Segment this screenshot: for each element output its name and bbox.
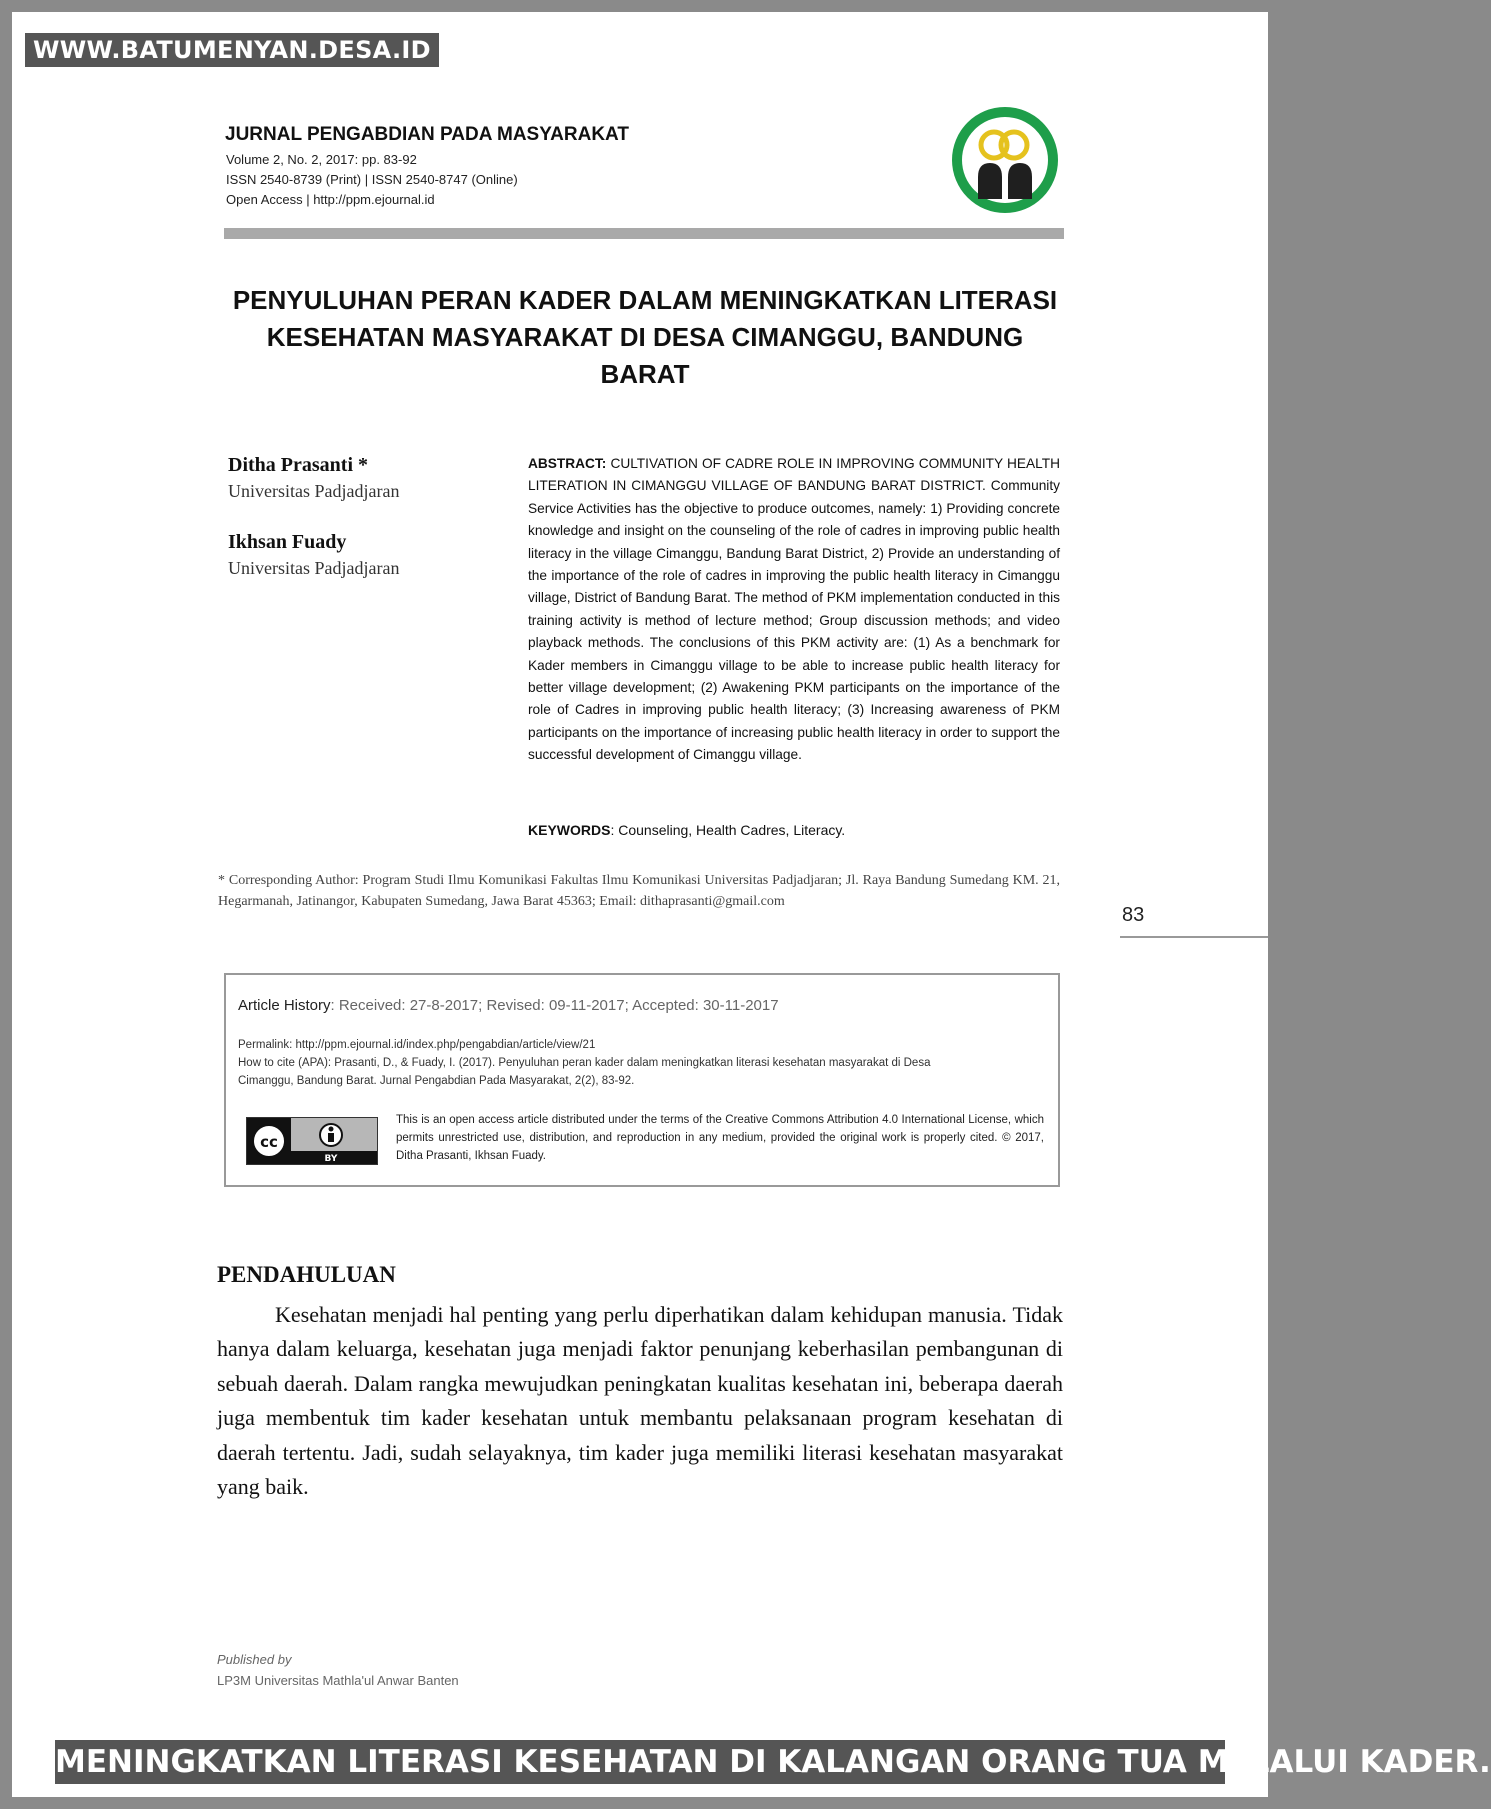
author-affiliation-2: Universitas Padjadjaran bbox=[228, 558, 400, 578]
history-line bbox=[238, 997, 779, 1014]
keywords-label: KEYWORDS bbox=[528, 822, 611, 838]
abstract-label: ABSTRACT: bbox=[528, 456, 607, 471]
image-caption-banner: MENINGKATKAN LITERASI KESEHATAN DI KALANGAN ORANG TUA MELALUI KADER. bbox=[55, 1740, 1225, 1784]
history-label: Article History bbox=[238, 997, 331, 1014]
published-by-label: Published by bbox=[217, 1652, 292, 1667]
article-title: PENYULUHAN PERAN KADER DALAM MENINGKATKAN LITERASI KESEHATAN MASYARAKAT DI DESA CIMANGGU, BANDUNG BARAT bbox=[232, 285, 1058, 389]
abstract bbox=[528, 453, 1060, 767]
history-dates: : Received: 27-8-2017; Revised: 09-11-2017; Accepted: 30-11-2017 bbox=[330, 997, 779, 1014]
journal-issn: ISSN 2540-8739 (Print) | ISSN 2540-8747 (Online) bbox=[226, 172, 518, 187]
cc-by-license-icon bbox=[246, 1117, 378, 1165]
journal-name: JURNAL PENGABDIAN PADA MASYARAKAT bbox=[225, 124, 629, 145]
page-number-rule bbox=[1120, 936, 1268, 938]
journal-volume: Volume 2, No. 2, 2017: pp. 83-92 bbox=[226, 152, 417, 167]
author-name-1: Ditha Prasanti * bbox=[228, 454, 368, 476]
cc-label: cc bbox=[260, 1133, 278, 1151]
by-label: BY bbox=[324, 1154, 338, 1164]
corresponding-author-note: * Corresponding Author: Program Studi Ilmu Komunikasi Fakultas Ilmu Komunikasi Universitas Padjadjaran; Jl. Raya Bandung Sumedang KM. 21, Hegarmanah, Jatinangor, Kabupaten Sumedang, Jawa Barat 45363; Email: dithaprasanti@gmail.com bbox=[218, 873, 1060, 909]
header-rule bbox=[224, 228, 1064, 239]
introduction-paragraph: Kesehatan menjadi hal penting yang perlu diperhatikan dalam kehidupan manusia. Tidak hanya dalam keluarga, kesehatan juga menjadi faktor penunjang keberhasilan pembangunan di sebuah daerah. Dalam rangka mewujudkan peningkatan kualitas kesehatan ini, beberapa daerah juga membentuk tim kader kesehatan untuk membantu pelaksanaan program kesehatan di daerah tertentu. Jadi, sudah selayaknya, tim kader juga memiliki literasi kesehatan masyarakat yang baik. bbox=[217, 1302, 1063, 1500]
section-heading: PENDAHULUAN bbox=[217, 1262, 396, 1287]
keywords-text: : Counseling, Health Cadres, Literacy. bbox=[610, 822, 846, 838]
license-text: This is an open access article distributed under the terms of the Creative Commons Attribution 4.0 International License, which permits unrestricted use, distribution, and reproduction in any medium, provided the original work is properly cited. © 2017, Ditha Prasanti, Ikhsan Fuady. bbox=[396, 1114, 1044, 1162]
site-watermark: WWW.BATUMENYAN.DESA.ID bbox=[25, 33, 439, 67]
abstract-text: CULTIVATION OF CADRE ROLE IN IMPROVING COMMUNITY HEALTH LITERATION IN CIMANGGU VILLAGE OF BANDUNG BARAT DISTRICT. Community Service Activities has the objective to produce outcomes, namely: 1) Providing concrete knowledge and insight on the counseling of the role of cadres in improving public health literacy in the village Cimanggu, Bandung Barat District, 2) Provide an understanding of the importance of the role of cadres in improving the public health literacy in Cimanggu village, District of Bandung Barat. The method of PKM implementation conducted in this training activity is method of lecture method; Group discussion methods; and video playback methods. The conclusions of this PKM activity are: (1) As a benchmark for Kader members in Cimanggu village to be able to increase public health literacy for better village development; (2) Awakening PKM participants on the importance of the role of Cadres in improving public health literacy; (3) Increasing awareness of PKM participants on the importance of increasing public health literacy in order to support the successful development of Cimanggu village. bbox=[528, 456, 1060, 763]
article-history-box bbox=[224, 973, 1060, 1187]
citation-line-1: How to cite (APA): Prasanti, D., & Fuady, I. (2017). Penyuluhan peran kader dalam meningkatkan literasi kesehatan masyarakat di Desa bbox=[238, 1057, 931, 1069]
author-affiliation-1: Universitas Padjadjaran bbox=[228, 481, 400, 501]
author-name-2: Ikhsan Fuady bbox=[228, 531, 347, 553]
journal-access: Open Access | http://ppm.ejournal.id bbox=[226, 192, 435, 207]
page-number: 83 bbox=[1122, 904, 1145, 926]
journal-logo-icon bbox=[950, 105, 1060, 215]
keywords bbox=[528, 822, 845, 838]
permalink[interactable]: Permalink: http://ppm.ejournal.id/index.php/pengabdian/article/view/21 bbox=[238, 1039, 596, 1051]
publisher-name: LP3M Universitas Mathla'ul Anwar Banten bbox=[217, 1673, 459, 1688]
citation-line-2: Cimanggu, Bandung Barat. Jurnal Pengabdian Pada Masyarakat, 2(2), 83-92. bbox=[238, 1075, 635, 1087]
